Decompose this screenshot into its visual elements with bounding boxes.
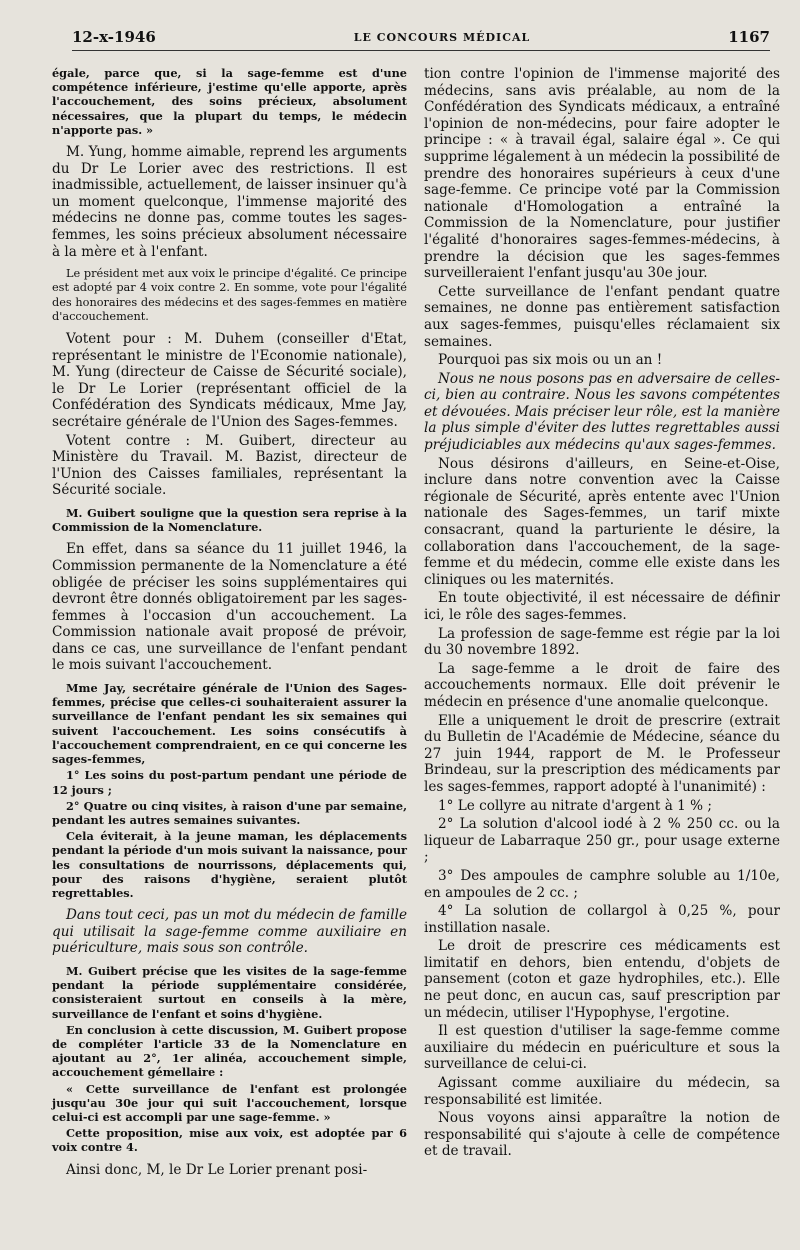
- paragraph: Dans tout ceci, pas un mot du médecin de famille qui utilisait la sage-femme comme auxiliaire en puériculture, mais sous son contrôle.: [52, 907, 407, 957]
- paragraph: Il est question d'utiliser la sage-femme comme auxiliaire du médecin en puériculture et sous la surveillance de celui-ci.: [424, 1023, 780, 1073]
- paragraph: Votent pour : M. Duhem (conseiller d'Etat, représentant le ministre de l'Economie nationale), M. Yung (directeur de Caisse de Sécurité sociale), le Dr Le Lorier (représentant officiel de la Confédération des Syndicats médicaux, Mme Jay, secrétaire générale de l'Union des Sages-femmes.: [52, 330, 407, 430]
- paragraph: En conclusion à cette discussion, M. Guibert propose de compléter l'article 33 de la Nomenclature en ajoutant au 2°, 1er alinéa, accouchement simple, accouchement gémellaire :: [52, 1022, 407, 1080]
- right-column: [424, 66, 780, 1162]
- issue-date: 12-x-1946: [72, 28, 156, 46]
- paragraph: Agissant comme auxiliaire du médecin, sa responsabilité est limitée.: [424, 1075, 780, 1108]
- paragraph: En effet, dans sa séance du 11 juillet 1946, la Commission permanente de la Nomenclature a été obligée de préciser les soins supplémentaires qui devront être donnés obligatoirement par les sages-femmes à l'occasion d'un accouchement. La Commission nationale avait proposé de prévoir, dans ce cas, une surveillance de l'enfant pendant le mois suivant l'accouchement.: [52, 541, 407, 674]
- journal-title: LE CONCOURS MÉDICAL: [353, 30, 531, 44]
- paragraph: 4° La solution de collargol à 0,25 %, pour instillation nasale.: [424, 903, 780, 936]
- paragraph: Cette surveillance de l'enfant pendant quatre semaines, ne donne pas entièrement satisfaction aux sages-femmes, puisqu'elles réclamaient six semaines.: [424, 283, 780, 350]
- paragraph: 2° Quatre ou cinq visites, à raison d'une par semaine, pendant les autres semaines suivantes.: [52, 798, 407, 827]
- paragraph: En toute objectivité, il est nécessaire de définir ici, le rôle des sages-femmes.: [424, 590, 780, 623]
- paragraph: Le président met aux voix le principe d'égalité. Ce principe est adopté par 4 voix contre 2. En somme, vote pour l'égalité des honoraires des médecins et des sages-femmes en matière d'accouchement.: [52, 267, 407, 323]
- paragraph: M. Yung, homme aimable, reprend les arguments du Dr Le Lorier avec des restrictions. Il est inadmissible, actuellement, de laisser insinuer qu'à un moment quelconque, l'immense majorité des médecins ne donne pas, comme toutes les sages-femmes, les soins précieux absolument nécessaire à la mère et à l'enfant.: [52, 144, 407, 260]
- paragraph: Ainsi donc, M, le Dr Le Lorier prenant posi-: [66, 1161, 368, 1178]
- paragraph: La profession de sage-femme est régie par la loi du 30 novembre 1892.: [424, 625, 780, 659]
- paragraph: égale, parce que, si la sage-femme est d'une compétence inférieure, j'estime qu'elle apporte, après l'accouchement, des soins précieux, absolument nécessaires, que la plupart du temps, le médecin n'apporte pas. »: [52, 66, 407, 137]
- page-number: 1167: [728, 28, 770, 46]
- paragraph: Cette proposition, mise aux voix, est adoptée par 6 voix contre 4.: [52, 1126, 407, 1155]
- paragraph: Mme Jay, secrétaire générale de l'Union des Sages-femmes, précise que celles-ci souhaiteraient assurer la surveillance de l'enfant pendant les six semaines qui suivent l'accouchement. Les soins consécutifs à l'accouchement comprendraient, en ce qui concerne les sages-femmes,: [52, 681, 407, 767]
- paragraph: La sage-femme a le droit de faire des accouchements normaux. Elle doit prévenir le médecin en présence d'une anomalie quelconque.: [424, 660, 780, 710]
- paragraph: Nous désirons d'ailleurs, en Seine-et-Oise, inclure dans notre convention avec la Caisse régionale de Sécurité, après entente avec l'Union nationale des Sages-femmes, un tarif mixte consacrant, quand la parturiente le désire, la collaboration dans l'accouchement, de la sage-femme et du médecin, comme elle existe dans les cliniques ou les maternités.: [424, 455, 780, 588]
- paragraph: Le droit de prescrire ces médicaments est limitatif en dehors, bien entendu, d'objets de pansement (coton et gaze hydrophiles, etc.). Elle ne peut donc, en aucun cas, sauf prescription par un médecin, utiliser l'Hypophyse, l'ergotine.: [424, 938, 780, 1021]
- paragraph: Nous ne nous posons pas en adversaire de celles-ci, bien au contraire. Nous les savons compétentes et dévouées. Mais préciser leur rôle, est la manière la plus simple d'éviter des luttes regrettables aussi préjudiciables aux médecins qu'aux sages-femmes.: [424, 370, 780, 454]
- paragraph: tion contre l'opinion de l'immense majorité des médecins, sans avis préalable, au nom de la Confédération des Syndicats médicaux, a entraîné l'opinion de non-médecins, pour faire adopter le principe : « à travail égal, salaire égal ». Ce qui supprime légalement à un médecin la possibilité de prendre des honoraires supérieurs à ceux d'une sage-femme. Ce principe voté par la Commission nationale d'Homologation a entraîné la Commission de la Nomenclature, pour justifier l'égalité d'honoraires sages-femmes-médecins, à prendre la décision que les sages-femmes surveilleraient l'enfant jusqu'au 30e jour.: [424, 66, 780, 282]
- paragraph: M. Guibert souligne que la question sera reprise à la Commission de la Nomenclature.: [52, 505, 407, 535]
- paragraph: 1° Les soins du post-partum pendant une période de 12 jours ;: [52, 768, 407, 797]
- paragraph: Pourquoi pas six mois ou un an !: [438, 352, 663, 369]
- paragraph: 1° Le collyre au nitrate d'argent à 1 % ;: [438, 797, 712, 814]
- paragraph: 3° Des ampoules de camphre soluble au 1/10e, en ampoules de 2 cc. ;: [424, 867, 780, 901]
- paragraph: Votent contre : M. Guibert, directeur au Ministère du Travail. M. Bazist, directeur de l'Union des Caisses familiales, représentant la Sécurité sociale.: [52, 432, 407, 499]
- paragraph: Cela éviterait, à la jeune maman, les déplacements pendant la période d'un mois suivant la naissance, pour les consultations de nourrissons, déplacements qui, pour des raisons d'hygiène, seraient plutôt regrettables.: [52, 829, 407, 900]
- paragraph: 2° La solution d'alcool iodé à 2 % 250 cc. ou la liqueur de Labarraque 250 gr., pour usage externe ;: [424, 816, 780, 866]
- paragraph: M. Guibert précise que les visites de la sage-femme pendant la période supplémentaire considérée, consisteraient surtout en conseils à la mère, surveillance de l'enfant et soins d'hygiène.: [52, 963, 407, 1021]
- page-header: [72, 24, 770, 51]
- paragraph: Nous voyons ainsi apparaître la notion de responsabilité qui s'ajoute à celle de compétence et de travail.: [424, 1110, 780, 1160]
- paragraph: « Cette surveillance de l'enfant est prolongée jusqu'au 30e jour qui suit l'accouchement, lorsque celui-ci est accompli par une sage-femme. »: [52, 1081, 407, 1124]
- paragraph: Elle a uniquement le droit de prescrire (extrait du Bulletin de l'Académie de Médecine, séance du 27 juin 1944, rapport de M. le Professeur Brindeau, sur la prescription des médicaments par les sages-femmes, rapport adopté à l'unanimité) :: [424, 712, 780, 795]
- left-column: [52, 66, 407, 1180]
